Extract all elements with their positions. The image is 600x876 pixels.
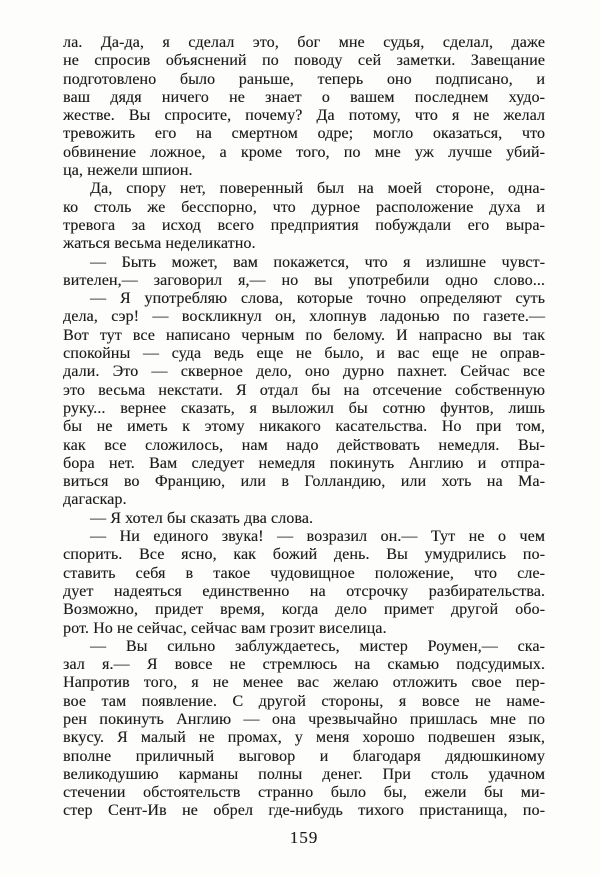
paragraph — [63, 528, 545, 638]
text-line: стер Сент-Ив не обрел где-нибудь тихого пристанища, по- — [63, 802, 545, 820]
text-line: жаться весьма неделикатно. — [63, 235, 256, 253]
text-line: вкусу. Я малый не промах, у меня хорошо подвешен язык, — [63, 729, 545, 747]
text-line: не спросив объяснений по поводу сей заметки. Завещание — [63, 52, 545, 70]
text-line: Напротив того, я не менее вас желаю отложить свое пер- — [63, 674, 545, 692]
page-number: 159 — [289, 828, 319, 847]
paragraph — [63, 290, 545, 510]
text-line: зал я.— Я вовсе не стремлюсь на скамью подсудимых. — [63, 656, 545, 674]
text-line: бора нет. Вам следует немедля покинуть Англию и отпра- — [63, 454, 545, 472]
text-line: Возможно, придет время, когда дело примет другой обо- — [63, 601, 545, 619]
text-line: — Вы сильно заблуждаетесь, мистер Роумен,— ска- — [90, 637, 545, 655]
text-line: дует надеяться единственно на отсрочку разбирательства. — [63, 582, 545, 600]
text-line: бы не иметь к этому никакого касательства. Но при том, — [63, 418, 545, 436]
text-line: спокойны — суда ведь еще не было, и вас еще не оправ- — [63, 345, 545, 363]
text-line: рот. Но не сейчас, сейчас вам грозит виселица. — [63, 619, 387, 637]
text-line: подготовлено было раньше, теперь оно подписано, и — [63, 70, 545, 88]
paragraph — [63, 638, 545, 821]
text-line: Вот тут все написано черным по белому. И напрасно вы так — [63, 326, 545, 344]
text-line: спорить. Все ясно, как божий день. Вы умудрились по- — [63, 546, 545, 564]
text-line: вполне приличный выговор и благодаря дядюшкиному — [63, 747, 545, 765]
text-line: руку... вернее сказать, я выложил бы сотню фунтов, лишь — [63, 399, 545, 417]
text-line: вое там появление. С другой стороны, я вовсе не наме- — [63, 692, 545, 710]
page-text — [63, 34, 545, 821]
text-line: виться во Францию, или в Голландию, или хоть на Ма- — [63, 473, 545, 491]
text-line: — Быть может, вам покажется, что я излишне чувст- — [90, 253, 545, 271]
text-line: это весьма некстати. Я отдал бы на отсечение собственную — [63, 381, 545, 399]
text-line: дали. Это — скверное дело, оно дурно пахнет. Сейчас все — [63, 363, 545, 381]
text-line: стечении обстоятельств странно было бы, ежели бы ми- — [63, 784, 545, 802]
text-line: великодушию карманы полны денег. При столь удачном — [63, 765, 545, 783]
text-line: ко столь же бесспорно, что дурное расположение духа и — [63, 198, 545, 216]
text-line: ца, нежели шпион. — [63, 162, 193, 180]
text-line: — Ни единого звука! — возразил он.— Тут не о чем — [90, 528, 545, 546]
paragraph — [63, 254, 545, 291]
paragraph — [63, 510, 545, 528]
text-line: Да, спору нет, поверенный был на моей стороне, одна- — [90, 180, 545, 198]
paragraph — [63, 34, 545, 180]
text-line: ла. Да-да, я сделал это, бог мне судья, сделал, даже — [63, 34, 545, 51]
text-line: обвинение ложное, а кроме того, по мне уж лучше убий- — [63, 143, 545, 161]
text-line: рен покинуть Англию — она чрезвычайно пришлась мне по — [63, 710, 545, 728]
text-line: ставить себя в такое чудовищное положение, что сле- — [63, 564, 545, 582]
text-line: дагаскар. — [63, 491, 127, 509]
text-line: жестве. Вы спросите, почему? Да потому, что я не желал — [63, 107, 545, 125]
text-line: тревога за исход всего предприятия побуждали его выра- — [63, 216, 545, 234]
paragraph — [63, 180, 545, 253]
text-line: тревожить его на смертном одре; могло оказаться, что — [63, 125, 545, 143]
text-line: вителен,— заговорил я,— но вы употребили одно слово... — [63, 271, 545, 289]
text-line: ваш дядя ничего не знает о вашем последнем худо- — [63, 88, 545, 106]
text-line: дела, сэр! — воскликнул он, хлопнув ладонью по газете.— — [63, 308, 545, 326]
text-line: — Я употребляю слова, которые точно определяют суть — [90, 290, 545, 308]
text-line: — Я хотел бы сказать два слова. — [90, 509, 314, 527]
text-line: как все сложилось, нам надо действовать немедля. Вы- — [63, 436, 545, 454]
